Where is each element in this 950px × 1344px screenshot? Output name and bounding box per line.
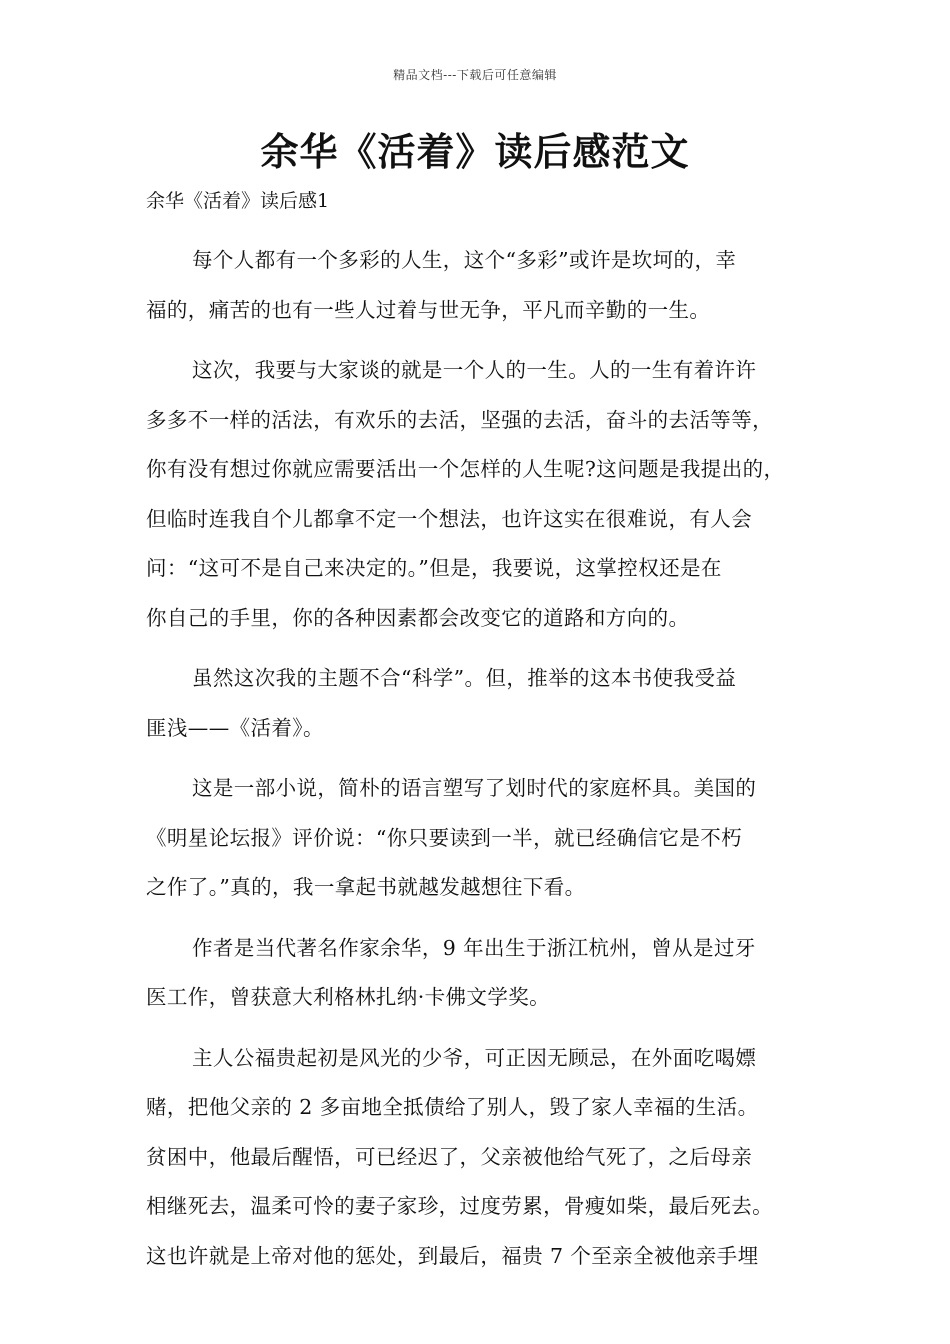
paragraph-6: [146, 1034, 826, 1282]
text-line: 你有没有想过你就应需要活出一个怎样的人生呢?这问题是我提出的，: [146, 457, 785, 481]
text-line: 赌，把他父亲的 2 多亩地全抵债给了别人，毁了家人幸福的生活。: [146, 1095, 759, 1119]
text-line: 主人公福贵起初是风光的少爷，可正因无顾忌，在外面吃喝嫖: [192, 1045, 757, 1070]
section-subheading: 余华《活着》读后感1: [146, 190, 330, 212]
text-line: 这是一部小说，简朴的语言塑写了划时代的家庭杯具。美国的: [192, 776, 757, 800]
text-line: 相继死去，温柔可怜的妻子家珍，过度劳累，骨瘦如柴，最后死去。: [146, 1194, 773, 1218]
document-title: 余华《活着》读后感范文: [260, 130, 690, 174]
paragraph-3: [146, 654, 826, 753]
text-line: 福的，痛苦的也有一些人过着与世无争，平凡而辛勤的一生。: [146, 297, 711, 322]
text-line: 多多不一样的活法，有欢乐的去活，坚强的去活，奋斗的去活等等，: [146, 407, 773, 432]
document-body: [146, 236, 826, 1292]
text-line: 贫困中，他最后醒悟，可已经迟了，父亲被他给气死了，之后母亲: [146, 1144, 753, 1169]
text-line: 之作了。”真的，我一拿起书就越发越想往下看。: [146, 875, 586, 899]
text-line: 但临时连我自个儿都拿不定一个想法，也许这实在很难说，有人会: [146, 506, 753, 531]
text-line: 匪浅——《活着》。: [146, 715, 324, 740]
text-line: 这次，我要与大家谈的就是一个人的一生。人的一生有着许许: [192, 358, 757, 382]
text-line: 每个人都有一个多彩的人生，这个“多彩”或许是坎坷的，幸: [192, 248, 737, 272]
text-line: 作者是当代著名作家余华，9 年出生于浙江杭州，曾从是过牙: [192, 935, 756, 960]
text-line: 你自己的手里，你的各种因素都会改变它的道路和方向的。: [146, 605, 690, 630]
paragraph-4: [146, 764, 826, 913]
text-line: 虽然这次我的主题不合“科学”。但，推举的这本书使我受益: [192, 666, 737, 690]
text-line: 问：“这可不是自己来决定的。”但是，我要说，这掌控权还是在: [146, 556, 722, 580]
paragraph-2: [146, 346, 826, 643]
header-note: 精品文档---下载后可任意编辑: [393, 68, 557, 82]
text-line: 这也许就是上帝对他的惩处，到最后，福贵 7 个至亲全被他亲手埋: [146, 1243, 759, 1268]
paragraph-5: [146, 924, 826, 1023]
text-line: 医工作，曾获意大利格林扎纳·卡佛文学奖。: [146, 985, 551, 1009]
paragraph-1: [146, 236, 826, 335]
text-line: 《明星论坛报》评价说：“你只要读到一半，就已经确信它是不朽: [146, 825, 743, 850]
